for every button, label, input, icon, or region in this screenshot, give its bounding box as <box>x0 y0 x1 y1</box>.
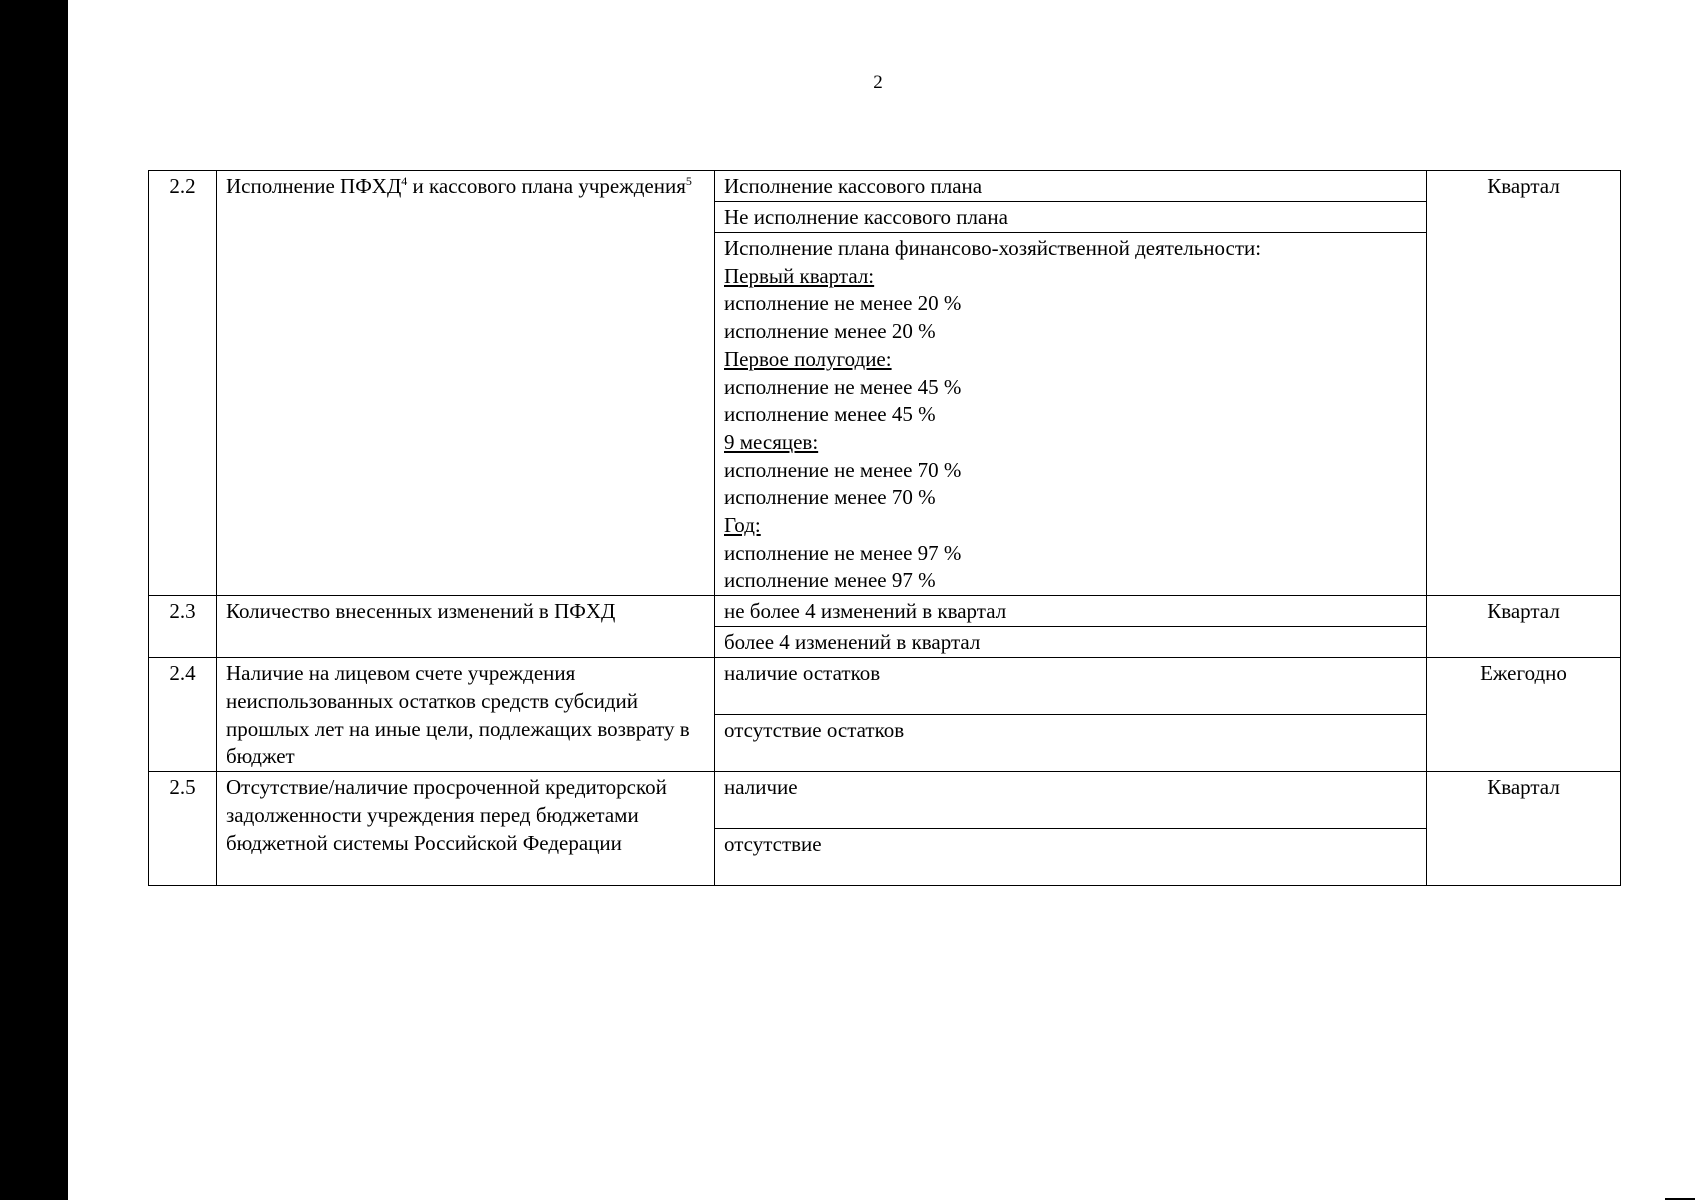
period-heading: Первый квартал: <box>724 263 875 288</box>
period-cell: Квартал <box>1427 171 1621 596</box>
period-cell: Ежегодно <box>1427 658 1621 772</box>
criterion-option: Не исполнение кассового плана <box>715 201 1426 232</box>
criteria-cell <box>715 772 1427 886</box>
criterion-option: не более 4 изменений в квартал <box>724 599 1007 624</box>
criterion-option: Исполнение кассового плана <box>724 174 983 198</box>
criteria-cell <box>715 171 1427 596</box>
criterion-option: Исполнение плана финансово-хозяйственной деятельности: Первый квартал: исполнение не менее 20 % исполнение менее 20 % Первое полугодие: исполнение не менее 45 % исполнение менее 45 % 9 месяцев: исполнение не менее 70 % исполнение менее 70 % Год: исполнение не менее 97 % исполнение менее 97 % <box>715 232 1426 595</box>
criterion-option: наличие остатков <box>724 661 881 686</box>
period-heading: Год: <box>724 513 761 538</box>
criterion-option: отсутствие <box>715 828 1426 885</box>
indicator-name: Наличие на лицевом счете учреждения неиспользованных остатков средств субсидий прошлых лет на иные цели, подлежащих возврату в бюджет <box>217 658 715 772</box>
scan-border <box>0 0 68 1200</box>
criterion-option: наличие <box>724 775 798 800</box>
period-cell: Квартал <box>1427 596 1621 658</box>
period-heading: Первое полугодие: <box>724 346 892 371</box>
indicators-table <box>148 170 1621 886</box>
criteria-cell <box>715 596 1427 658</box>
row-number: 2.2 <box>149 171 217 596</box>
criteria-cell <box>715 658 1427 772</box>
footnote-ref: 4 <box>401 174 408 188</box>
table-row <box>149 772 1621 886</box>
row-number: 2.5 <box>149 772 217 886</box>
criterion-option: более 4 изменений в квартал <box>715 626 1426 657</box>
row-number: 2.4 <box>149 658 217 772</box>
table-row <box>149 596 1621 658</box>
row-number: 2.3 <box>149 596 217 658</box>
page-number: 2 <box>873 72 883 93</box>
indicator-name: Количество внесенных изменений в ПФХД <box>217 596 715 658</box>
indicator-name: Исполнение ПФХД$^4$ и кассового плана учреждения$^5$ <box>217 171 715 596</box>
period-cell: Квартал <box>1427 772 1621 886</box>
table-row <box>149 658 1621 772</box>
footnote-ref: 5 <box>685 174 692 188</box>
period-heading: 9 месяцев: <box>724 429 819 454</box>
table-row <box>149 171 1621 596</box>
criterion-option: отсутствие остатков <box>715 714 1426 771</box>
indicator-name: Отсутствие/наличие просроченной кредиторской задолженности учреждения перед бюджетами бюджетной системы Российской Федерации <box>217 772 715 886</box>
